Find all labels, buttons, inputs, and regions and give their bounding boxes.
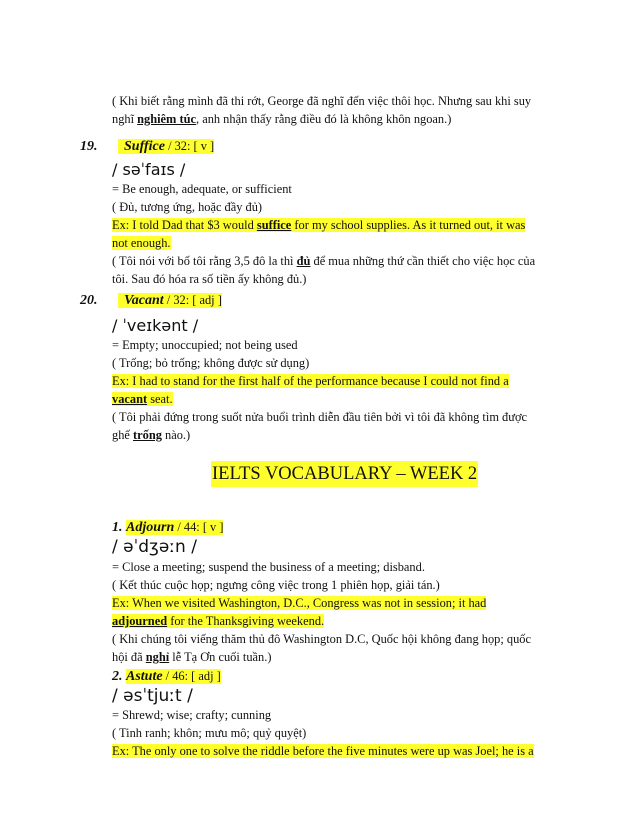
entry-tag: / 46: [ adj ] xyxy=(162,669,221,683)
entry-19-ipa: / səˈfaɪs / xyxy=(112,160,186,179)
definition: = Be enough, adequate, or sufficient xyxy=(112,182,292,196)
translation-line-2: ghế trống nào.) xyxy=(112,428,191,442)
intro-translation xyxy=(112,92,590,128)
vietnamese-meaning: ( Trống; bỏ trống; không được sử dụng) xyxy=(112,356,310,370)
translation-line-1: ( Tôi phải đứng trong suốt nửa buổi trình diễn đầu tiên bởi vì tôi đã không tìm được xyxy=(112,410,528,424)
underlined-word: nghỉ xyxy=(145,650,170,664)
underlined-word: adjourned xyxy=(112,614,168,628)
underlined-word: đủ xyxy=(296,254,311,268)
entry-1-ipa: / əˈdʒəːn / xyxy=(112,537,197,557)
entry-headword-highlight xyxy=(126,520,223,535)
vietnamese-meaning: ( Kết thúc cuộc họp; ngưng công việc trong 1 phiên họp, giải tán.) xyxy=(112,578,440,592)
vietnamese-meaning: ( Tinh ranh; khôn; mưu mô; quỷ quyệt) xyxy=(112,726,307,740)
entry-headword-highlight xyxy=(118,139,214,154)
translation-line-1: ( Khi chúng tôi viếng thăm thủ đô Washington D.C, Quốc hội không đang họp; quốc xyxy=(112,632,531,646)
entry-20-ipa: / ˈveɪkənt / xyxy=(112,316,199,335)
entry-2-body xyxy=(112,706,590,760)
entry-headword: Adjourn xyxy=(126,520,175,535)
translation-line-2: tôi. Sau đó hóa ra số tiền ấy không đủ.) xyxy=(112,272,307,286)
entry-number: 19. xyxy=(80,139,98,154)
example-line-2: adjourned for the Thanksgiving weekend. xyxy=(112,614,325,628)
example-line-2: not enough. xyxy=(112,236,171,250)
intro-line-1: ( Khi biết rằng mình đã thi rớt, George đã nghĩ đến việc thôi học. Nhưng sau khi suy xyxy=(112,94,532,108)
vietnamese-meaning: ( Đủ, tương ứng, hoặc đầy đủ) xyxy=(112,200,263,214)
example-line-1: Ex: When we visited Washington, D.C., Congress was not in session; it had xyxy=(112,596,487,610)
underlined-word: trống xyxy=(133,428,162,442)
definition: = Empty; unoccupied; not being used xyxy=(112,338,298,352)
definition: = Close a meeting; suspend the business of a meeting; disband. xyxy=(112,560,425,574)
definition: = Shrewd; wise; crafty; cunning xyxy=(112,708,272,722)
entry-tag: / 32: [ adj ] xyxy=(163,293,222,307)
underlined-word: suffice xyxy=(256,218,292,232)
entry-headword-highlight xyxy=(126,669,221,684)
entry-headword: Astute xyxy=(126,669,163,684)
entry-2-ipa: / əsˈtjuːt / xyxy=(112,686,193,706)
entry-tag: / 44: [ v ] xyxy=(174,520,224,534)
intro-line-2: nghĩ nghiêm túc, anh nhận thấy rằng điều đó là không khôn ngoan.) xyxy=(112,112,452,126)
entry-number: 20. xyxy=(80,293,98,308)
entry-19-heading xyxy=(80,136,600,157)
entry-1-heading xyxy=(112,517,223,538)
example-line-2: vacant seat. xyxy=(112,392,173,406)
example-line-1: Ex: I told Dad that $3 would suffice for my school supplies. As it turned out, it was xyxy=(112,218,526,232)
entry-19-body xyxy=(112,180,590,288)
entry-20-heading xyxy=(80,290,600,311)
entry-1-body xyxy=(112,558,590,666)
week-title: IELTS VOCABULARY – WEEK 2 xyxy=(211,461,478,487)
entry-tag: / 32: [ v ] xyxy=(164,139,215,153)
example-line-1: Ex: I had to stand for the first half of the performance because I could not find a xyxy=(112,374,509,388)
underlined-word: nghiêm túc xyxy=(137,112,196,126)
entry-headword: Vacant xyxy=(124,293,164,308)
translation-line-2: hội đã nghỉ lễ Tạ Ơn cuối tuần.) xyxy=(112,650,272,664)
example-line-1: Ex: The only one to solve the riddle before the five minutes were up was Joel; he is a xyxy=(112,744,534,758)
translation-line-1: ( Tôi nói với bố tôi rằng 3,5 đô la thì đủ để mua những thứ cần thiết cho việc học của xyxy=(112,254,536,268)
underlined-word: vacant xyxy=(112,392,148,406)
entry-20-body xyxy=(112,336,590,444)
entry-headword-highlight xyxy=(118,293,222,308)
entry-headword: Suffice xyxy=(124,139,165,154)
entry-2-heading xyxy=(112,666,221,687)
entry-number: 1. xyxy=(112,520,123,535)
entry-number: 2. xyxy=(112,669,123,684)
